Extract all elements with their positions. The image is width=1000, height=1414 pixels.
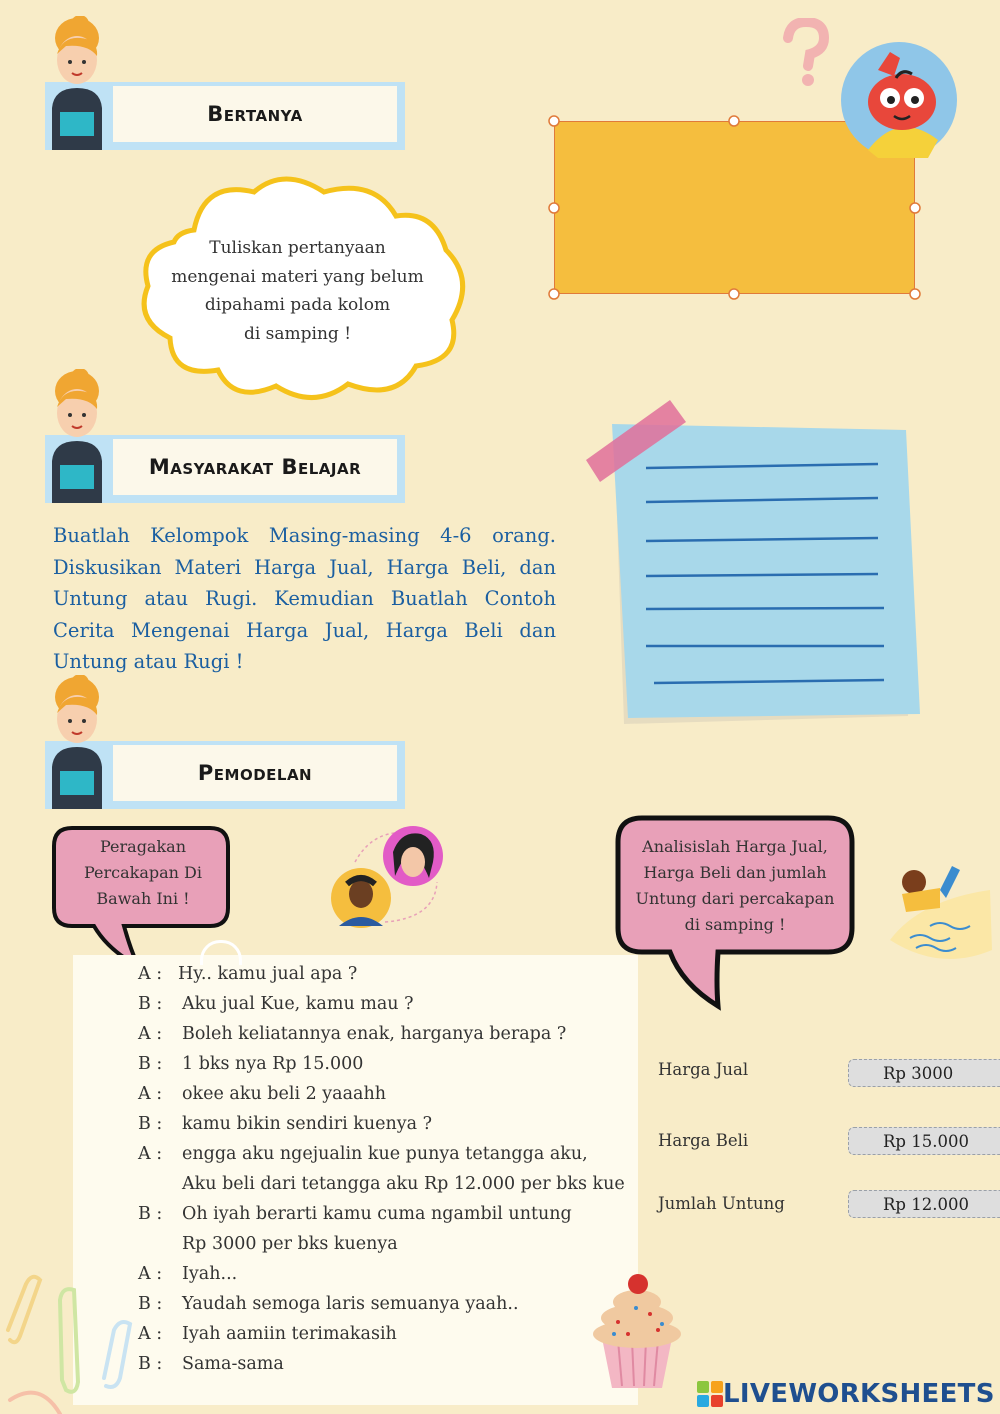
- section-title: Pemodelan: [113, 745, 397, 801]
- speaker-label: A :: [138, 1084, 163, 1104]
- cloud-text: [165, 234, 430, 348]
- dialogue-text: Aku beli dari tetangga aku Rp 12.000 per bks kue: [182, 1174, 625, 1194]
- dialogue-text: Rp 3000 per bks kuenya: [182, 1234, 398, 1254]
- dialogue-text: Aku jual Kue, kamu mau ?: [182, 994, 414, 1014]
- bubble-line: Bawah Ini !: [96, 889, 190, 908]
- dialogue-line: [138, 1114, 432, 1134]
- thinking-character-icon: [838, 40, 960, 160]
- dialogue-line: [138, 1144, 588, 1164]
- bubble-line: Untung dari percakapan: [635, 889, 835, 908]
- chat-avatars-icon: [325, 822, 455, 930]
- cloud-line: di samping !: [243, 323, 352, 344]
- dialogue-line: [138, 964, 357, 984]
- dialogue-text: kamu bikin sendiri kuenya ?: [182, 1114, 432, 1134]
- dialogue-text: Yaudah semoga laris semuanya yaah..: [182, 1294, 519, 1314]
- label-jumlah-untung: Jumlah Untung: [658, 1194, 785, 1213]
- question-mark-icon: [780, 18, 832, 88]
- speaker-label: A :: [138, 964, 163, 984]
- dialogue-text: Boleh keliatannya enak, harganya berapa ?: [182, 1024, 567, 1044]
- dialogue-text: Iyah...: [182, 1264, 238, 1284]
- speaker-label: B :: [138, 994, 163, 1014]
- speaker-label: B :: [138, 1114, 163, 1134]
- dialogue-text: engga aku ngejualin kue punya tetangga aku,: [182, 1144, 588, 1164]
- cloud-line: Tuliskan pertanyaan: [209, 238, 386, 258]
- dialogue-line: [138, 1294, 519, 1314]
- label-harga-jual: Harga Jual: [658, 1060, 749, 1079]
- dialogue-text: okee aku beli 2 yaaahh: [182, 1084, 387, 1104]
- teacher-avatar-icon: [44, 369, 108, 503]
- speaker-label: B :: [138, 1054, 163, 1074]
- liveworksheets-logo: [697, 1376, 995, 1412]
- sticky-note[interactable]: [584, 398, 924, 728]
- cloud-line: dipahami pada kolom: [204, 295, 391, 315]
- dialogue-text: 1 bks nya Rp 15.000: [182, 1054, 364, 1074]
- teacher-avatar-icon: [44, 675, 108, 809]
- dialogue-line: [138, 1174, 625, 1194]
- bubble-line: Peragakan: [99, 837, 187, 856]
- cupcake-icon: [588, 1268, 686, 1392]
- section-title: Bertanya: [113, 86, 397, 142]
- dialogue-line: [138, 1054, 363, 1074]
- dialogue-line: [138, 1024, 566, 1044]
- speaker-label: A :: [138, 1024, 163, 1044]
- dialogue-line: [138, 1324, 397, 1344]
- dialogue-text: Sama-sama: [182, 1354, 284, 1374]
- label-harga-beli: Harga Beli: [658, 1131, 749, 1150]
- bubble-line: Percakapan Di: [83, 863, 202, 882]
- speaker-label: B :: [138, 1294, 163, 1314]
- bubble-line: Harga Beli dan jumlah: [643, 863, 827, 882]
- cloud-line: mengenai materi yang belum: [171, 266, 424, 287]
- speaker-label: A :: [138, 1144, 163, 1164]
- brand-name: LIVEWORKSHEETS: [723, 1379, 995, 1409]
- bubble-line: Analisislah Harga Jual,: [642, 837, 828, 856]
- speech-bubble-right-text: [628, 834, 842, 938]
- speaker-label: B :: [138, 1204, 163, 1224]
- speaker-label: A :: [138, 1324, 163, 1344]
- dialogue-line: [138, 994, 414, 1014]
- dialogue-line: [138, 1234, 398, 1254]
- dialogue-text: Iyah aamiin terimakasih: [182, 1324, 397, 1344]
- reading-kid-icon: [880, 860, 996, 972]
- decor-ring: [200, 940, 242, 965]
- paperclips-icon: [0, 1270, 170, 1414]
- instruction-paragraph: Buatlah Kelompok Masing-masing 4-6 orang. Diskusikan Materi Harga Jual, Harga Beli, dan Untung atau Rugi. Kemudian Buatlah Contoh Cerita Mengenai Harga Jual, Harga Beli dan Untung atau Rugi !: [53, 524, 556, 673]
- input-jumlah-untung[interactable]: Rp 12.000: [848, 1190, 1000, 1218]
- speaker-label: A :: [138, 1264, 163, 1284]
- dialogue-line: [138, 1204, 572, 1224]
- speech-bubble-left-text: [62, 834, 224, 912]
- teacher-avatar-icon: [44, 16, 108, 150]
- dialogue-text: Oh iyah berarti kamu cuma ngambil untung: [182, 1204, 572, 1224]
- input-harga-beli[interactable]: Rp 15.000: [848, 1127, 1000, 1155]
- input-harga-jual[interactable]: Rp 3000: [848, 1059, 1000, 1087]
- liveworksheets-logo-icon: [697, 1381, 723, 1407]
- dialogue-text: Hy.. kamu jual apa ?: [178, 964, 358, 984]
- speaker-label: B :: [138, 1354, 163, 1374]
- dialogue-line: [138, 1084, 386, 1104]
- section-title: Masyarakat Belajar: [113, 439, 397, 495]
- bubble-line: di samping !: [684, 915, 786, 934]
